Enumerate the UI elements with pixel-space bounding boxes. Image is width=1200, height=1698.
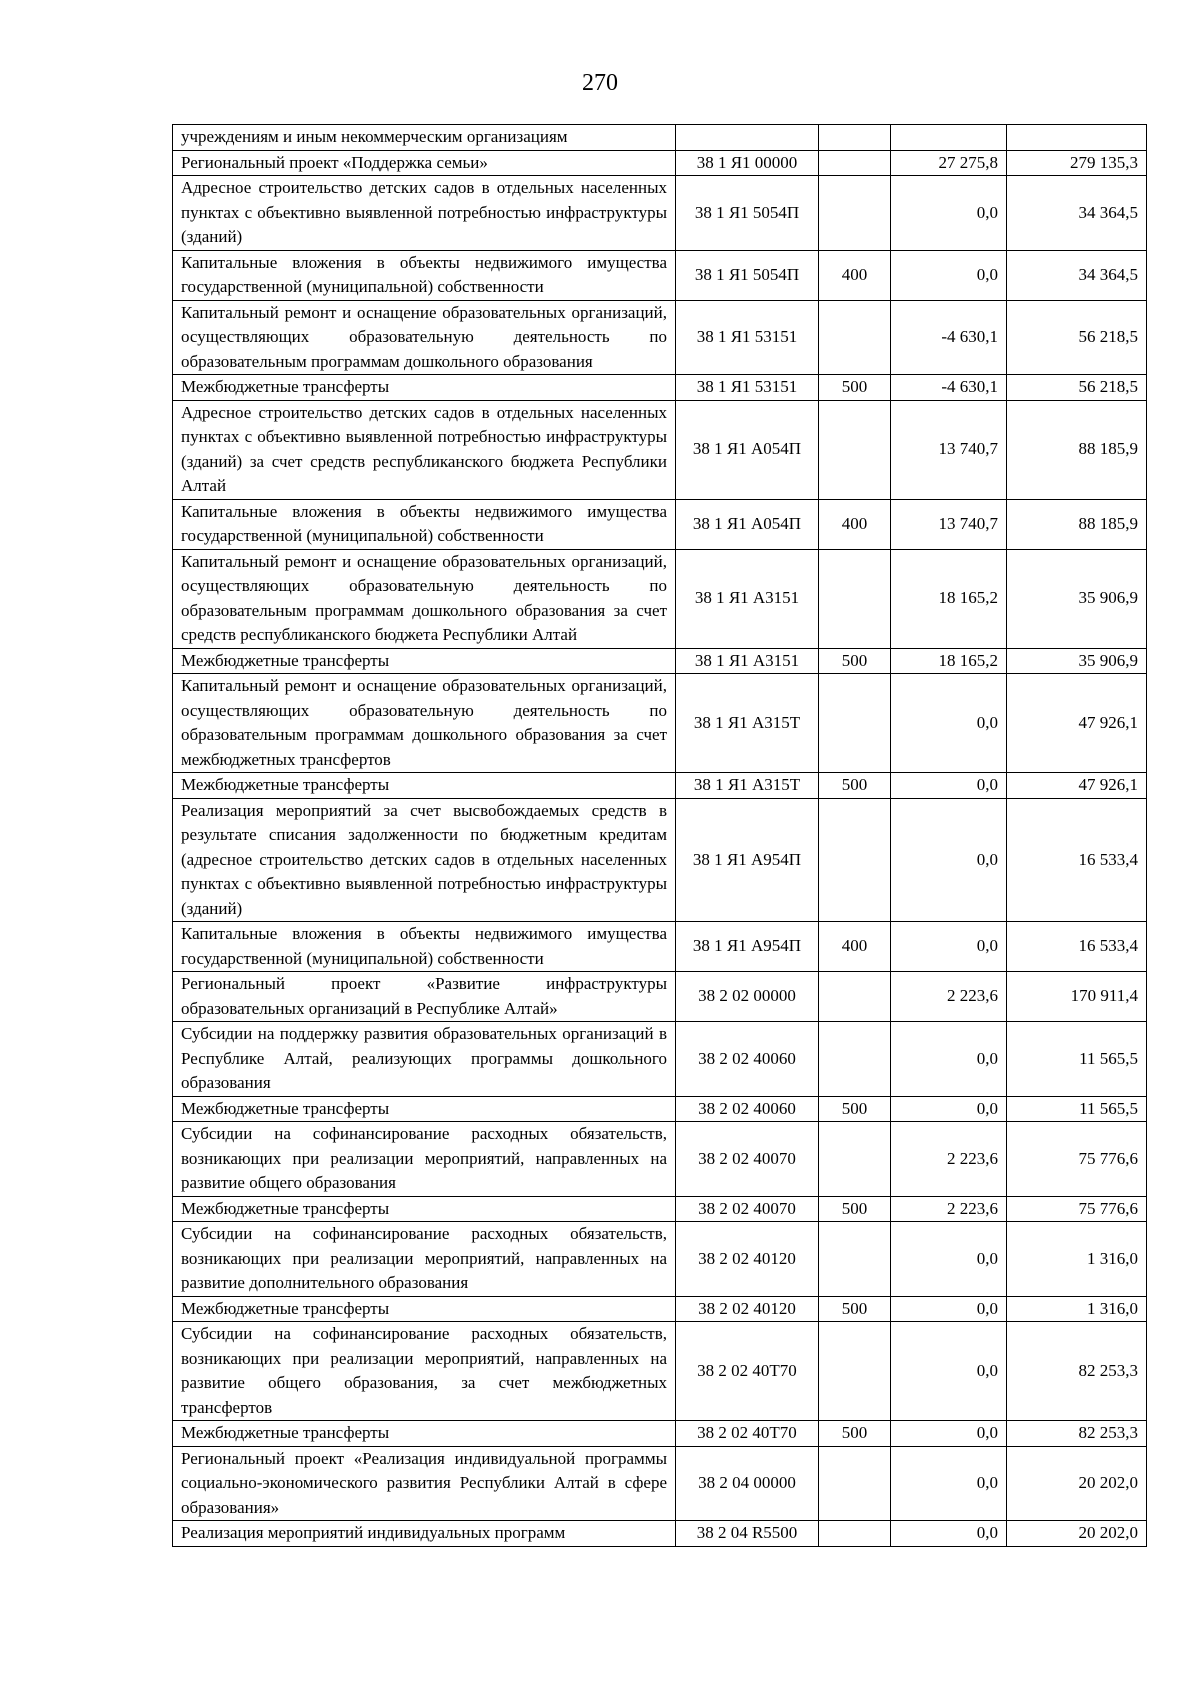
total-amount-cell: 82 253,3 (1007, 1322, 1147, 1421)
table-row (173, 499, 1147, 549)
total-amount-cell: 170 911,4 (1007, 972, 1147, 1022)
row-name-cell: Капитальные вложения в объекты недвижимого имущества государственной (муниципальной) собственности (173, 922, 676, 972)
table-row (173, 1096, 1147, 1122)
target-code-cell: 38 1 Я1 5054П (676, 176, 819, 251)
target-code-cell: 38 1 Я1 5054П (676, 250, 819, 300)
total-amount-cell: 1 316,0 (1007, 1222, 1147, 1297)
expense-type-cell: 500 (819, 773, 891, 799)
total-amount-cell: 11 565,5 (1007, 1096, 1147, 1122)
row-name-cell: Адресное строительство детских садов в отдельных населенных пунктах с объективно выявленной потребностью инфраструктуры (зданий) (173, 176, 676, 251)
row-name-cell: Региональный проект «Реализация индивидуальной программы социально-экономического развития Республики Алтай в сфере образования» (173, 1446, 676, 1521)
total-amount-cell: 47 926,1 (1007, 674, 1147, 773)
row-name-cell: учреждениям и иным некоммерческим организациям (173, 125, 676, 151)
expense-type-cell (819, 300, 891, 375)
target-code-cell: 38 1 Я1 53151 (676, 375, 819, 401)
table-row (173, 250, 1147, 300)
target-code-cell: 38 2 02 40Т70 (676, 1322, 819, 1421)
row-name-cell: Региональный проект «Развитие инфраструктуры образовательных организаций в Республике Алтай» (173, 972, 676, 1022)
expense-type-cell (819, 125, 891, 151)
table-row (173, 1296, 1147, 1322)
change-amount-cell: 0,0 (891, 1022, 1007, 1097)
total-amount-cell: 11 565,5 (1007, 1022, 1147, 1097)
change-amount-cell: 0,0 (891, 1222, 1007, 1297)
expense-type-cell: 500 (819, 648, 891, 674)
table-row (173, 400, 1147, 499)
table-row (173, 1122, 1147, 1197)
target-code-cell: 38 2 02 40060 (676, 1096, 819, 1122)
change-amount-cell: 0,0 (891, 798, 1007, 922)
budget-table-body (173, 125, 1147, 1547)
target-code-cell: 38 1 Я1 А315Т (676, 674, 819, 773)
expense-type-cell: 500 (819, 1196, 891, 1222)
table-row (173, 922, 1147, 972)
row-name-cell: Адресное строительство детских садов в отдельных населенных пунктах с объективно выявленной потребностью инфраструктуры (зданий) за счет средств республиканского бюджета Республики Алтай (173, 400, 676, 499)
target-code-cell: 38 2 02 40120 (676, 1296, 819, 1322)
total-amount-cell: 88 185,9 (1007, 499, 1147, 549)
row-name-cell: Капитальный ремонт и оснащение образовательных организаций, осуществляющих образовательную деятельность по образовательным программам дошкольного образования за счет средств республиканского бюджета Республики Алтай (173, 549, 676, 648)
expense-type-cell (819, 1022, 891, 1097)
total-amount-cell: 1 316,0 (1007, 1296, 1147, 1322)
expense-type-cell (819, 1446, 891, 1521)
row-name-cell: Межбюджетные трансферты (173, 773, 676, 799)
expense-type-cell: 500 (819, 1096, 891, 1122)
table-row (173, 549, 1147, 648)
total-amount-cell: 56 218,5 (1007, 375, 1147, 401)
expense-type-cell (819, 972, 891, 1022)
row-name-cell: Реализация мероприятий индивидуальных программ (173, 1521, 676, 1547)
row-name-cell: Межбюджетные трансферты (173, 648, 676, 674)
target-code-cell: 38 1 Я1 А3151 (676, 549, 819, 648)
change-amount-cell: 2 223,6 (891, 1196, 1007, 1222)
change-amount-cell: 18 165,2 (891, 549, 1007, 648)
target-code-cell: 38 1 Я1 А315Т (676, 773, 819, 799)
total-amount-cell: 56 218,5 (1007, 300, 1147, 375)
target-code-cell: 38 1 Я1 53151 (676, 300, 819, 375)
table-row (173, 1222, 1147, 1297)
expense-type-cell (819, 400, 891, 499)
table-row (173, 1446, 1147, 1521)
total-amount-cell: 75 776,6 (1007, 1196, 1147, 1222)
table-row (173, 1322, 1147, 1421)
expense-type-cell: 400 (819, 499, 891, 549)
total-amount-cell: 16 533,4 (1007, 922, 1147, 972)
total-amount-cell: 88 185,9 (1007, 400, 1147, 499)
table-row (173, 648, 1147, 674)
row-name-cell: Субсидии на софинансирование расходных обязательств, возникающих при реализации мероприятий, направленных на развитие дополнительного образования (173, 1222, 676, 1297)
target-code-cell: 38 1 Я1 А054П (676, 400, 819, 499)
target-code-cell: 38 2 04 R5500 (676, 1521, 819, 1547)
change-amount-cell: 0,0 (891, 1421, 1007, 1447)
total-amount-cell (1007, 125, 1147, 151)
target-code-cell: 38 2 02 40060 (676, 1022, 819, 1097)
expense-type-cell (819, 1521, 891, 1547)
change-amount-cell: 0,0 (891, 674, 1007, 773)
table-row (173, 798, 1147, 922)
target-code-cell: 38 2 04 00000 (676, 1446, 819, 1521)
row-name-cell: Межбюджетные трансферты (173, 1196, 676, 1222)
target-code-cell: 38 2 02 00000 (676, 972, 819, 1022)
expense-type-cell (819, 150, 891, 176)
table-row (173, 1521, 1147, 1547)
total-amount-cell: 75 776,6 (1007, 1122, 1147, 1197)
page-number: 270 (582, 70, 618, 96)
change-amount-cell: 0,0 (891, 176, 1007, 251)
row-name-cell: Субсидии на софинансирование расходных обязательств, возникающих при реализации мероприятий, направленных на развитие общего образования (173, 1122, 676, 1197)
target-code-cell: 38 1 Я1 А054П (676, 499, 819, 549)
table-row (173, 150, 1147, 176)
target-code-cell: 38 1 Я1 А954П (676, 922, 819, 972)
change-amount-cell: 0,0 (891, 773, 1007, 799)
target-code-cell: 38 2 02 40070 (676, 1122, 819, 1197)
total-amount-cell: 16 533,4 (1007, 798, 1147, 922)
change-amount-cell: 27 275,8 (891, 150, 1007, 176)
change-amount-cell: 0,0 (891, 1296, 1007, 1322)
total-amount-cell: 20 202,0 (1007, 1446, 1147, 1521)
target-code-cell: 38 1 Я1 А3151 (676, 648, 819, 674)
row-name-cell: Капитальные вложения в объекты недвижимого имущества государственной (муниципальной) собственности (173, 499, 676, 549)
change-amount-cell: -4 630,1 (891, 375, 1007, 401)
table-row (173, 300, 1147, 375)
target-code-cell: 38 2 02 40070 (676, 1196, 819, 1222)
expense-type-cell (819, 798, 891, 922)
total-amount-cell: 47 926,1 (1007, 773, 1147, 799)
table-row (173, 375, 1147, 401)
total-amount-cell: 82 253,3 (1007, 1421, 1147, 1447)
total-amount-cell: 34 364,5 (1007, 250, 1147, 300)
change-amount-cell: 2 223,6 (891, 972, 1007, 1022)
row-name-cell: Межбюджетные трансферты (173, 375, 676, 401)
expense-type-cell: 400 (819, 250, 891, 300)
table-row (173, 972, 1147, 1022)
row-name-cell: Субсидии на софинансирование расходных обязательств, возникающих при реализации мероприятий, направленных на развитие общего образования, за счет межбюджетных трансфертов (173, 1322, 676, 1421)
expense-type-cell: 500 (819, 1296, 891, 1322)
change-amount-cell: 13 740,7 (891, 499, 1007, 549)
change-amount-cell: 13 740,7 (891, 400, 1007, 499)
row-name-cell: Региональный проект «Поддержка семьи» (173, 150, 676, 176)
expense-type-cell: 400 (819, 922, 891, 972)
change-amount-cell: 0,0 (891, 1322, 1007, 1421)
table-row (173, 125, 1147, 151)
change-amount-cell: 18 165,2 (891, 648, 1007, 674)
row-name-cell: Межбюджетные трансферты (173, 1421, 676, 1447)
expense-type-cell (819, 549, 891, 648)
row-name-cell: Капитальный ремонт и оснащение образовательных организаций, осуществляющих образовательную деятельность по образовательным программам дошкольного образования за счет межбюджетных трансфертов (173, 674, 676, 773)
target-code-cell: 38 2 02 40Т70 (676, 1421, 819, 1447)
expense-type-cell (819, 176, 891, 251)
row-name-cell: Реализация мероприятий за счет высвобождаемых средств в результате списания задолженности по бюджетным кредитам (адресное строительство детских садов в отдельных населенных пунктах с объективно выявленной потребностью инфраструктуры (зданий) (173, 798, 676, 922)
target-code-cell: 38 2 02 40120 (676, 1222, 819, 1297)
expense-type-cell (819, 1322, 891, 1421)
change-amount-cell: 0,0 (891, 1521, 1007, 1547)
total-amount-cell: 34 364,5 (1007, 176, 1147, 251)
change-amount-cell: 0,0 (891, 922, 1007, 972)
table-row (173, 1196, 1147, 1222)
target-code-cell: 38 1 Я1 А954П (676, 798, 819, 922)
change-amount-cell: 0,0 (891, 1446, 1007, 1521)
expense-type-cell (819, 1222, 891, 1297)
table-row (173, 176, 1147, 251)
row-name-cell: Межбюджетные трансферты (173, 1296, 676, 1322)
budget-table (172, 124, 1147, 1547)
change-amount-cell: 0,0 (891, 1096, 1007, 1122)
table-row (173, 773, 1147, 799)
table-row (173, 1421, 1147, 1447)
table-row (173, 674, 1147, 773)
total-amount-cell: 35 906,9 (1007, 549, 1147, 648)
row-name-cell: Капитальные вложения в объекты недвижимого имущества государственной (муниципальной) собственности (173, 250, 676, 300)
target-code-cell: 38 1 Я1 00000 (676, 150, 819, 176)
change-amount-cell (891, 125, 1007, 151)
row-name-cell: Межбюджетные трансферты (173, 1096, 676, 1122)
expense-type-cell (819, 674, 891, 773)
table-row (173, 1022, 1147, 1097)
expense-type-cell: 500 (819, 375, 891, 401)
change-amount-cell: 2 223,6 (891, 1122, 1007, 1197)
target-code-cell (676, 125, 819, 151)
expense-type-cell (819, 1122, 891, 1197)
total-amount-cell: 20 202,0 (1007, 1521, 1147, 1547)
total-amount-cell: 35 906,9 (1007, 648, 1147, 674)
change-amount-cell: 0,0 (891, 250, 1007, 300)
total-amount-cell: 279 135,3 (1007, 150, 1147, 176)
change-amount-cell: -4 630,1 (891, 300, 1007, 375)
row-name-cell: Капитальный ремонт и оснащение образовательных организаций, осуществляющих образовательную деятельность по образовательным программам дошкольного образования (173, 300, 676, 375)
row-name-cell: Субсидии на поддержку развития образовательных организаций в Республике Алтай, реализующих программы дошкольного образования (173, 1022, 676, 1097)
expense-type-cell: 500 (819, 1421, 891, 1447)
